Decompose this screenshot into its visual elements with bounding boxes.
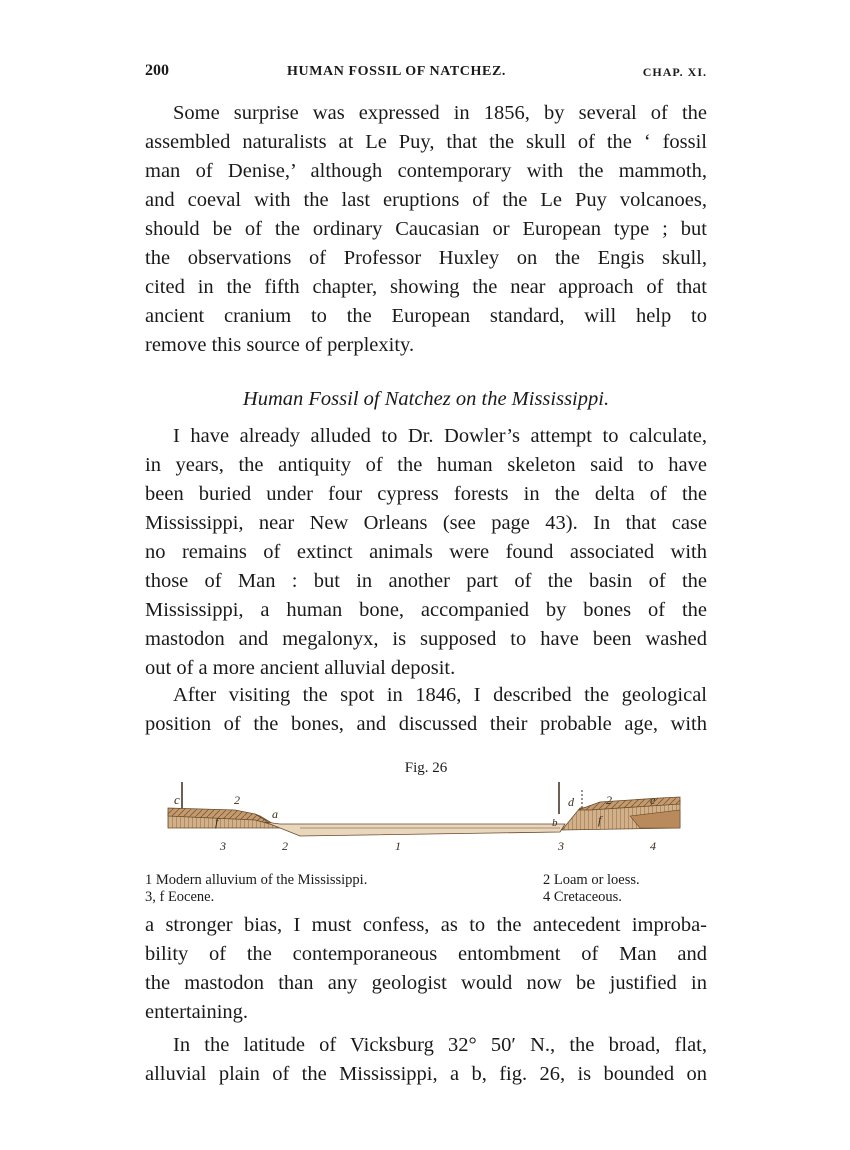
paragraph-5 xyxy=(145,1031,707,1089)
text-line: out of a more ancient alluvial deposit. xyxy=(145,657,456,679)
text-line: alluvial plain of the Mississippi, a b, fig. 26, is bounded on xyxy=(145,1063,707,1085)
label-c: c xyxy=(174,792,180,807)
text-line: the observations of Professor Huxley on the Engis skull, xyxy=(145,247,707,269)
alluvial-plain xyxy=(265,822,565,836)
text-line: Some surprise was expressed in 1856, by several of the xyxy=(173,102,707,124)
label-e: e xyxy=(650,793,656,807)
text-line: entertaining. xyxy=(145,1001,249,1023)
section-heading: Human Fossil of Natchez on the Mississippi. xyxy=(242,388,610,410)
paragraph-2 xyxy=(145,422,707,683)
label-b: b xyxy=(552,817,558,829)
label-3-right: 3 xyxy=(558,839,564,853)
text-line: ancient cranium to the European standard, will help to xyxy=(145,305,707,327)
text-line: the mastodon than any geologist would now be justified in xyxy=(145,972,707,994)
label-3-left: 3 xyxy=(220,839,226,853)
text-line: mastodon and megalonyx, is supposed to have been washed xyxy=(145,628,707,650)
text-line: Mississippi, near New Orleans (see page 43). In that case xyxy=(145,512,707,534)
label-a: a xyxy=(272,807,278,821)
text-line: Mississippi, a human bone, accompanied by bones of the xyxy=(145,599,707,621)
label-2-right: 2 xyxy=(606,793,612,807)
legend-item-4: 4 Cretaceous. xyxy=(543,889,622,905)
section-heading-block xyxy=(145,379,707,419)
label-2-left: 2 xyxy=(234,793,240,807)
text-line: cited in the fifth chapter, showing the near approach of that xyxy=(145,276,707,298)
text-line: After visiting the spot in 1846, I described the geological xyxy=(173,684,707,706)
label-f-right: f xyxy=(598,813,602,827)
running-header xyxy=(145,62,707,84)
paragraph-3 xyxy=(145,681,707,739)
legend-item-1: 1 Modern alluvium of the Mississippi. xyxy=(145,872,368,888)
text-line: and coeval with the last eruptions of the Le Puy volcanoes, xyxy=(145,189,707,211)
chapter-label: CHAP. XI. xyxy=(642,65,707,79)
label-1: 1 xyxy=(395,839,401,853)
text-line: position of the bones, and discussed their probable age, with xyxy=(145,713,707,735)
figure-26 xyxy=(145,760,707,905)
text-line: man of Denise,’ although contemporary with the mammoth, xyxy=(145,160,707,182)
text-line: In the latitude of Vicksburg 32° 50′ N., the broad, flat, xyxy=(173,1034,707,1056)
label-f-left: f xyxy=(215,815,219,829)
text-line: remove this source of perplexity. xyxy=(145,334,415,356)
label-2-below: 2 xyxy=(282,839,288,853)
paragraph-1 xyxy=(145,99,707,360)
figure-title: Fig. 26 xyxy=(404,760,448,776)
running-title: HUMAN FOSSIL OF NATCHEZ. xyxy=(287,64,506,79)
paragraph-4 xyxy=(145,911,707,1027)
legend-item-2: 2 Loam or loess. xyxy=(543,872,640,888)
text-line: I have already alluded to Dr. Dowler’s attempt to calculate, xyxy=(173,425,707,447)
legend-item-3: 3, f Eocene. xyxy=(145,889,215,905)
geological-section-diagram xyxy=(160,780,700,870)
page-number: 200 xyxy=(145,62,169,79)
text-line: a stronger bias, I must confess, as to the antecedent improba- xyxy=(145,914,707,936)
text-line: should be of the ordinary Caucasian or European type ; but xyxy=(145,218,707,240)
text-line: assembled naturalists at Le Puy, that the skull of the ‘ fossil xyxy=(145,131,707,153)
text-line: bility of the contemporaneous entombment of Man and xyxy=(145,943,707,965)
label-d: d xyxy=(568,795,574,809)
text-line: no remains of extinct animals were found associated with xyxy=(145,541,707,563)
text-line: those of Man : but in another part of the basin of the xyxy=(145,570,707,592)
text-line: in years, the antiquity of the human skeleton said to have xyxy=(145,454,707,476)
text-line: been buried under four cypress forests in the delta of the xyxy=(145,483,707,505)
label-4: 4 xyxy=(650,839,656,853)
